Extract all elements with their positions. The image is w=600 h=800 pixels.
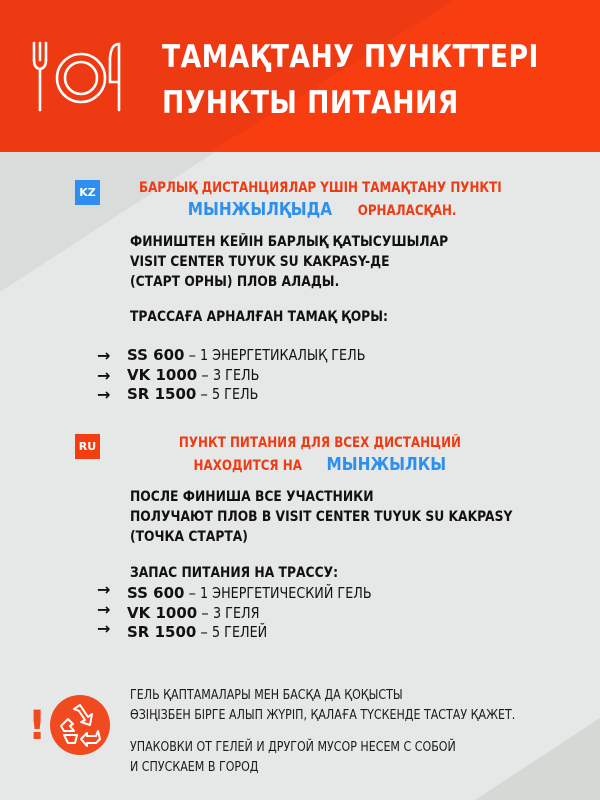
notice-line: ГЕЛЬ ҚАПТАМАЛАРЫ МЕН БАСҚА ДА ҚОҚЫСТЫ [130, 687, 403, 703]
distance-label: SR 1500 [127, 385, 197, 403]
gel-amount: 1 ЭНЕРГЕТИЧЕСКИЙ ГЕЛЬ [199, 584, 372, 602]
ru-gel-list [97, 580, 402, 643]
kz-finish-text [130, 232, 448, 292]
distance-label: SS 600 [127, 346, 185, 364]
dash: – [188, 584, 196, 602]
kz-finish-line: (СТАРТ ОРНЫ) ПЛОВ АЛАДЫ. [130, 274, 340, 290]
title-ru: ПУНКТЫ ПИТАНИЯ [162, 85, 459, 121]
background-decoration-bottom [475, 718, 600, 800]
ru-finish-line: ПОЛУЧАЮТ ПЛОВ В VISIT CENTER TUYUK SU KAKPASY [130, 509, 513, 525]
distance-label: VK 1000 [127, 603, 198, 622]
ru-finish-text [130, 487, 512, 547]
ru-headline-line1: ПУНКТ ПИТАНИЯ ДЛЯ ВСЕХ ДИСТАНЦИЙ [178, 435, 462, 451]
ru-finish-line: (ТОЧКА СТАРТА) [130, 529, 248, 545]
title-kz: ТАМАҚТАНУ ПУНКТТЕРІ [162, 39, 539, 75]
recycle-icon [50, 695, 110, 755]
ru-language-badge: RU [75, 434, 100, 459]
dash: – [200, 623, 208, 641]
kz-supply-heading: ТРАССАҒА АРНАЛҒАН ТАМАҚ ҚОРЫ: [130, 309, 388, 325]
ru-finish-line: ПОСЛЕ ФИНИША ВСЕ УЧАСТНИКИ [130, 489, 374, 505]
dash: – [188, 346, 196, 364]
kz-headline-place: МЫНЖЫЛҚЫДА [187, 199, 332, 220]
ru-headline [100, 432, 540, 477]
arrow-right-icon: → [97, 619, 111, 638]
arrow-right-icon: → [97, 580, 111, 599]
gel-list-item [97, 599, 402, 624]
notice-line: И СПУСКАЕМ В ГОРОД [130, 759, 259, 775]
arrow-right-icon: → [97, 385, 111, 404]
dash: – [201, 603, 209, 622]
gel-list-item [97, 619, 402, 643]
gel-list-item [97, 366, 395, 386]
notice-line: ӨЗІҢІЗБЕН БІРГЕ АЛЫП ЖҮРІП, ҚАЛАҒА ТҮСКЕНДЕ ТАСТАУ ҚАЖЕТ. [130, 707, 516, 723]
arrow-right-icon: → [97, 599, 111, 619]
distance-label: VK 1000 [127, 365, 198, 384]
ru-supply-heading: ЗАПАС ПИТАНИЯ НА ТРАССУ: [130, 565, 339, 581]
ru-headline-place: МЫНЖЫЛКЫ [326, 454, 446, 475]
dash: – [200, 385, 208, 403]
gel-amount: 3 ГЕЛЯ [212, 603, 260, 622]
distance-label: SS 600 [127, 584, 185, 602]
header-banner [0, 0, 600, 152]
kz-gel-list [97, 346, 395, 405]
distance-label: SR 1500 [127, 623, 197, 641]
kz-headline-line1: БАРЛЫҚ ДИСТАНЦИЯЛАР ҮШІН ТАМАҚТАНУ ПУНКТІ [138, 180, 502, 196]
plate-fork-knife-icon [30, 40, 130, 115]
dash: – [201, 365, 209, 384]
kz-language-badge: KZ [75, 180, 100, 205]
arrow-right-icon: → [97, 346, 111, 365]
notice-line: УПАКОВКИ ОТ ГЕЛЕЙ И ДРУГОЙ МУСОР НЕСЕМ С СОБОЙ [130, 739, 456, 755]
gel-amount: 5 ГЕЛЬ [211, 385, 259, 403]
kz-headline [100, 177, 540, 222]
gel-amount: 3 ГЕЛЬ [212, 365, 260, 384]
kz-finish-line: ФИНИШТЕН КЕЙІН БАРЛЫҚ ҚАТЫСУШЫЛАР [130, 234, 449, 250]
kz-finish-line: VISIT CENTER TUYUK SU KAKPASY-ДЕ [130, 254, 390, 270]
gel-list-item [97, 346, 395, 366]
gel-amount: 1 ЭНЕРГЕТИКАЛЫҚ ГЕЛЬ [199, 346, 366, 364]
page-title [162, 34, 539, 126]
notice-text-kz [130, 685, 515, 725]
gel-list-item [97, 385, 395, 405]
arrow-right-icon: → [97, 365, 111, 385]
kz-headline-suffix: ОРНАЛАСҚАН. [357, 203, 457, 219]
exclamation-icon: ! [28, 703, 47, 749]
notice-text-ru [130, 737, 456, 777]
gel-list-item [97, 580, 402, 604]
ru-headline-prefix: НАХОДИТСЯ НА [193, 458, 302, 474]
gel-amount: 5 ГЕЛЕЙ [211, 623, 268, 641]
